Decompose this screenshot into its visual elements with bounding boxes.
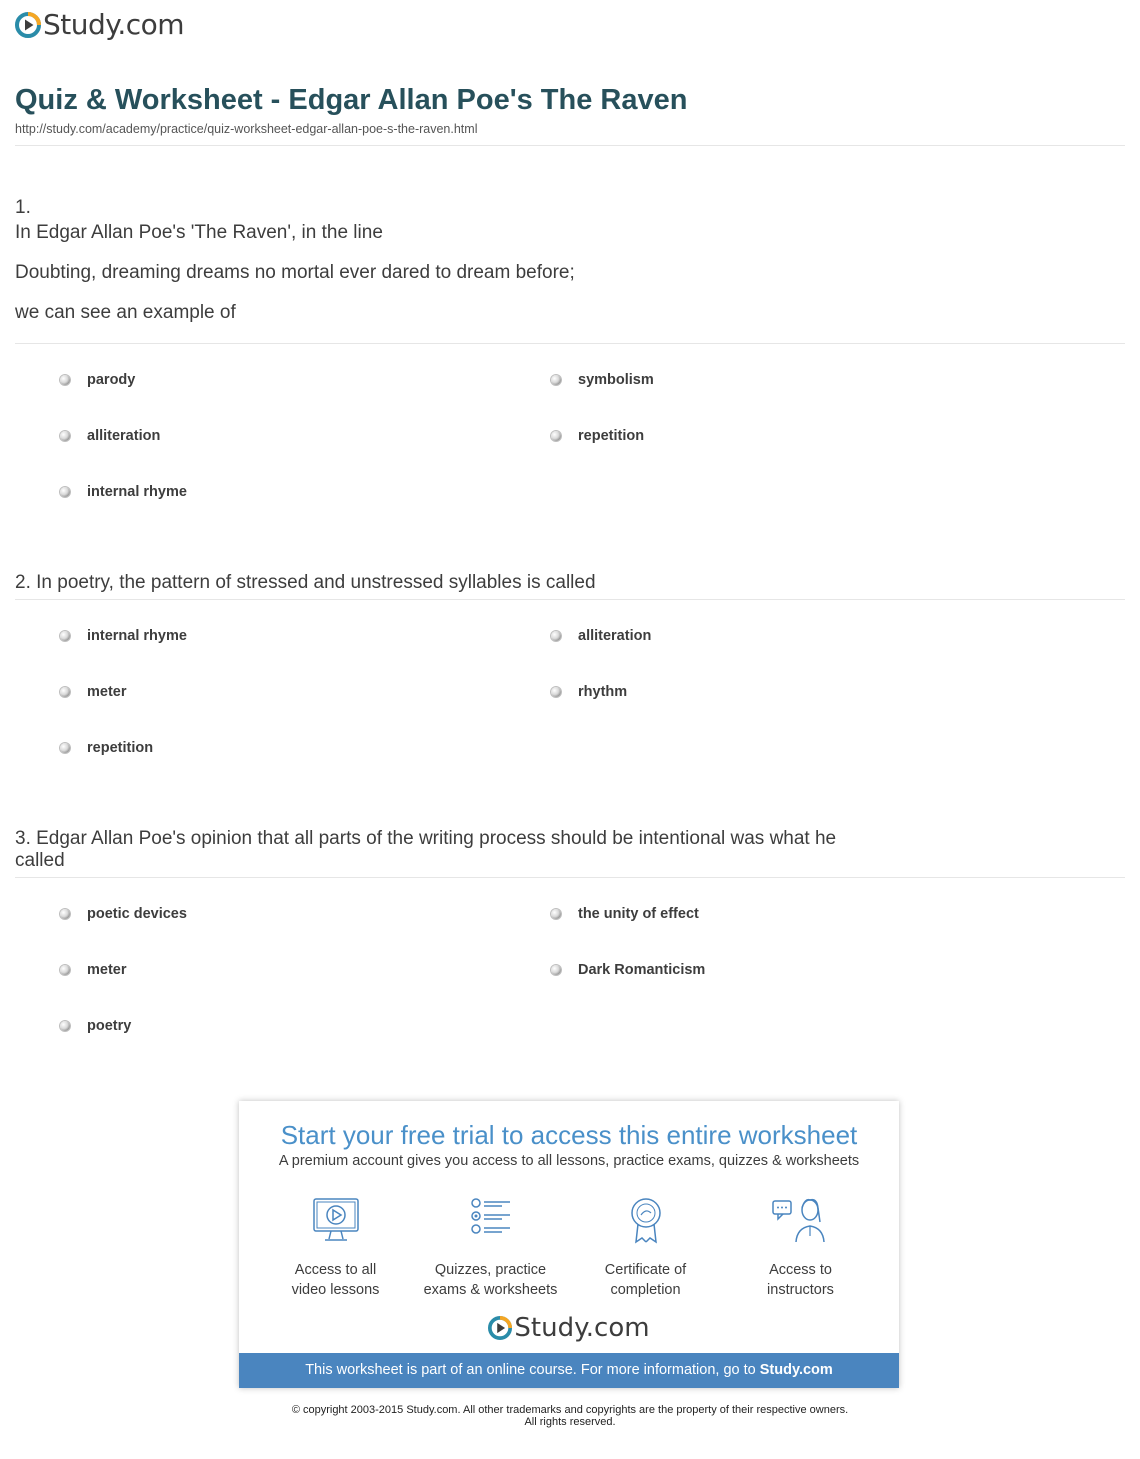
checklist-icon [466, 1196, 516, 1244]
question-text-line: called [15, 850, 65, 871]
feature-label: Access to instructors [767, 1262, 834, 1298]
radio-button[interactable] [551, 965, 561, 975]
question-text-line: we can see an example of [15, 302, 236, 323]
page-title: Quiz & Worksheet - Edgar Allan Poe's The Raven [15, 84, 688, 116]
page-url: http://study.com/academy/practice/quiz-worksheet-edgar-allan-poe-s-the-raven.html [15, 122, 478, 136]
radio-button[interactable] [60, 909, 70, 919]
study-logo[interactable] [15, 10, 184, 40]
promo-study-logo[interactable] [239, 1313, 899, 1343]
option-label: internal rhyme [87, 628, 187, 644]
radio-button[interactable] [551, 909, 561, 919]
option-label: parody [87, 372, 136, 388]
radio-button[interactable] [60, 631, 70, 641]
copyright-footer [0, 1404, 1140, 1428]
copyright-line: All rights reserved. [524, 1416, 616, 1428]
study-link[interactable]: Study.com [759, 1362, 833, 1378]
free-trial-promo [239, 1101, 899, 1388]
feature-label: Access to all video lessons [291, 1262, 380, 1298]
logo-text: Study.com [514, 1313, 650, 1343]
answer-option[interactable] [551, 962, 705, 978]
feature-video-lessons [258, 1196, 413, 1300]
radio-button[interactable] [60, 965, 70, 975]
feature-instructors [723, 1196, 878, 1300]
answer-option[interactable] [60, 428, 160, 444]
answer-option[interactable] [60, 906, 187, 922]
option-label: meter [87, 962, 127, 978]
answer-option[interactable] [551, 372, 654, 388]
option-label: repetition [578, 428, 645, 444]
option-label: repetition [87, 740, 154, 756]
divider [15, 877, 1125, 878]
copyright-line: © copyright 2003-2015 Study.com. All other trademarks and copyrights are the property of their respective owners. [291, 1404, 849, 1416]
answer-option[interactable] [60, 962, 127, 978]
option-label: poetry [87, 1018, 132, 1034]
instructor-icon [771, 1196, 831, 1244]
question-text-line: Doubting, dreaming dreams no mortal ever dared to dream before; [15, 262, 575, 283]
radio-button[interactable] [551, 687, 561, 697]
feature-label: Quizzes, practice exams & worksheets [423, 1262, 558, 1298]
question-text-line: In Edgar Allan Poe's 'The Raven', in the line [15, 222, 383, 243]
certificate-icon [621, 1196, 671, 1244]
feature-quizzes [413, 1196, 568, 1300]
feature-label: Certificate of completion [604, 1262, 687, 1298]
answer-option[interactable] [60, 1018, 131, 1034]
answer-option[interactable] [551, 428, 644, 444]
course-info-bar [239, 1353, 899, 1388]
option-label: alliteration [87, 428, 161, 444]
question-number: 1. [15, 197, 31, 218]
bar-text: This worksheet is part of an online course. For more information, go to [305, 1362, 760, 1378]
answer-option[interactable] [60, 484, 187, 500]
answer-option[interactable] [60, 372, 135, 388]
answer-option[interactable] [60, 684, 127, 700]
answer-option[interactable] [551, 684, 627, 700]
feature-certificate [568, 1196, 723, 1300]
play-logo-icon [488, 1316, 512, 1340]
option-label: the unity of effect [578, 906, 699, 922]
option-label: rhythm [578, 684, 628, 700]
radio-button[interactable] [551, 631, 561, 641]
divider [15, 343, 1125, 344]
divider [15, 145, 1125, 146]
option-label: Dark Romanticism [578, 962, 706, 978]
radio-button[interactable] [60, 687, 70, 697]
option-label: meter [87, 684, 127, 700]
logo-text: Study.com [43, 8, 185, 41]
option-label: symbolism [578, 372, 654, 388]
radio-button[interactable] [60, 487, 70, 497]
radio-button[interactable] [60, 743, 70, 753]
divider [15, 599, 1125, 600]
option-label: internal rhyme [87, 484, 187, 500]
option-label: alliteration [578, 628, 652, 644]
radio-button[interactable] [60, 431, 70, 441]
option-label: poetic devices [87, 906, 187, 922]
promo-title[interactable]: Start your free trial to access this entire worksheet [280, 1120, 858, 1150]
answer-option[interactable] [551, 628, 651, 644]
answer-option[interactable] [60, 628, 187, 644]
play-logo-icon [15, 12, 41, 38]
question-text: 2. In poetry, the pattern of stressed and unstressed syllables is called [15, 572, 596, 593]
promo-subtitle: A premium account gives you access to all lessons, practice exams, quizzes & worksheets [278, 1153, 860, 1169]
answer-option[interactable] [60, 740, 153, 756]
radio-button[interactable] [60, 375, 70, 385]
radio-button[interactable] [60, 1021, 70, 1031]
video-lesson-icon [311, 1196, 361, 1244]
answer-option[interactable] [551, 906, 699, 922]
radio-button[interactable] [551, 431, 561, 441]
question-text-line: 3. Edgar Allan Poe's opinion that all parts of the writing process should be intentional was what he [15, 828, 837, 849]
radio-button[interactable] [551, 375, 561, 385]
